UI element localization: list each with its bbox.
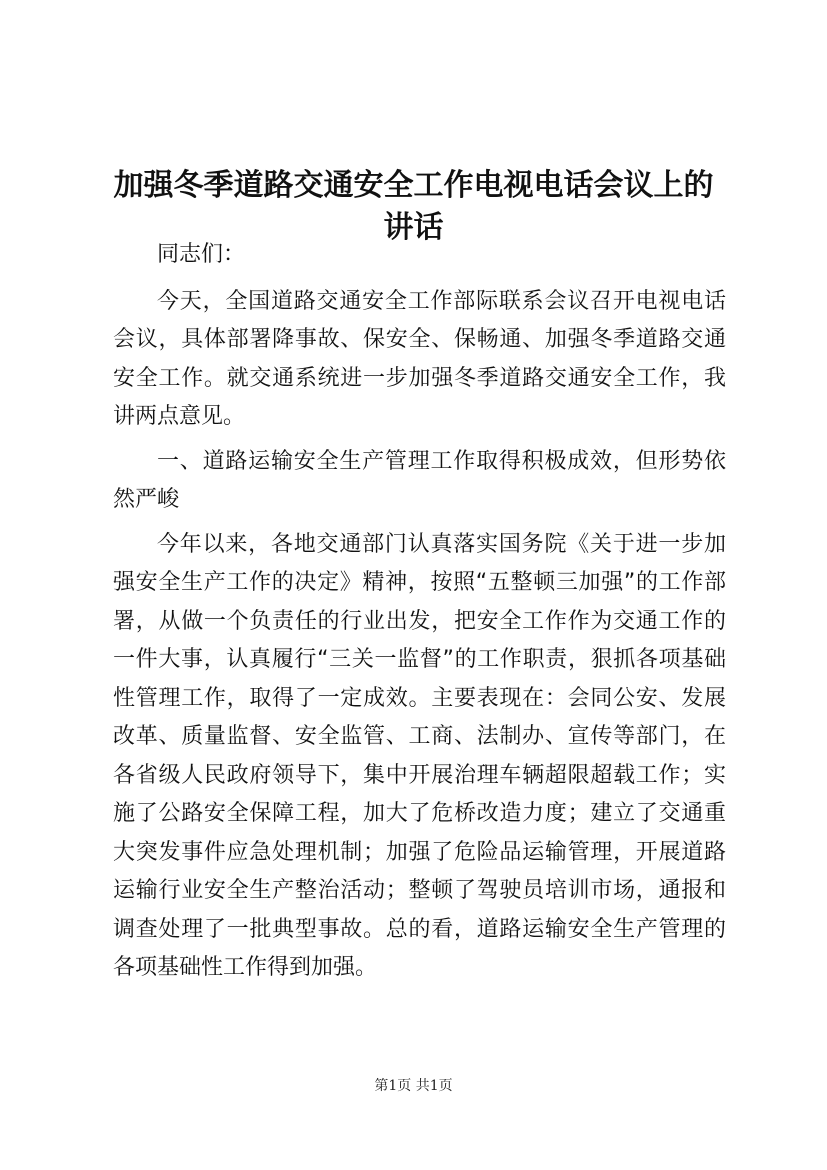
page-number-footer: 第1页 共1页 (374, 1078, 453, 1094)
document-body (113, 236, 726, 988)
document-title: 加强冬季道路交通安全工作电视电话会议上的讲话 (113, 168, 714, 246)
paragraph-section-1: 今年以来，各地交通部门认真落实国务院《关于进一步加强安全生产工作的决定》精神，按照“五整顿三加强”的工作部署，从做一个负责任的行业出发，把安全工作作为交通工作的一件大事，认真履行“三关一监督”的工作职责，狠抓各项基础性管理工作，取得了一定成效。主要表现在：会同公安、发展改革、质量监督、安全监管、工商、法制办、宣传等部门，在各省级人民政府领导下，集中开展治理车辆超限超载工作；实施了公路安全保障工程，加大了危桥改造力度；建立了交通重大突发事件应急处理机制；加强了危险品运输管理，开展道路运输行业安全生产整治活动；整顿了驾驶员培训市场，通报和调查处理了一批典型事故。总的看，道路运输安全生产管理的各项基础性工作得到加强。 (113, 531, 727, 980)
salutation: 同志们： (157, 242, 246, 267)
section-heading-1: 一、道路运输安全生产管理工作取得积极成效，但形势依然严峻 (113, 448, 726, 512)
paragraph-intro: 今天，全国道路交通安全工作部际联系会议召开电视电话会议，具体部署降事故、保安全、保畅通、加强冬季道路交通安全工作。就交通系统进一步加强冬季道路交通安全工作，我讲两点意见。 (113, 288, 726, 429)
